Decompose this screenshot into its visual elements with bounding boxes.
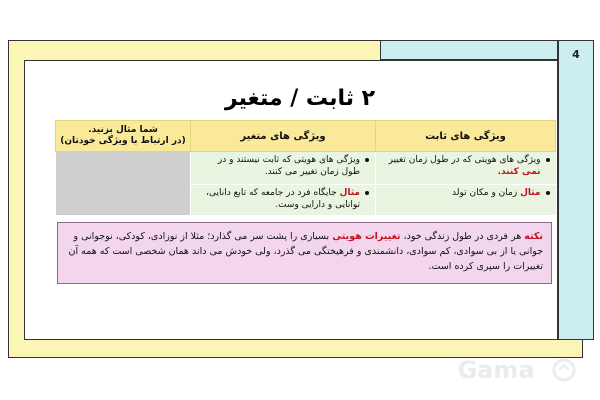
slide-title: ۲ ثابت / متغیر <box>224 86 376 111</box>
slide-frame-blue-right <box>558 40 594 340</box>
highlight-example-label: مثال <box>339 188 360 198</box>
text-constant-example: زمان و مکان تولد <box>451 188 521 198</box>
cell-example-empty <box>56 152 191 216</box>
header-example-line2: (در ارتباط با ویژگی خودتان) <box>60 136 186 146</box>
text-variable-example: جایگاه فرد در جامعه که تابع دانایی، توانایی و دارایی وست. <box>206 188 360 210</box>
note-box <box>57 222 552 284</box>
bullet-item: ویژگی های هویتی که ثابت نیستند و در طول زمان تغییر می کنند. <box>197 154 369 178</box>
cell-constant-example <box>376 185 556 216</box>
header-constant: ویژگی های ثابت <box>376 121 556 152</box>
header-example-line1: شما مثال بزنید. <box>88 125 158 135</box>
note-highlight: تغییرات هویتی <box>332 231 401 242</box>
note-text-part1: هر فردی در طول زندگی خود، <box>400 231 525 242</box>
cell-constant-definition <box>376 152 556 185</box>
cell-variable-definition <box>191 152 376 185</box>
bullet-item <box>382 187 550 199</box>
note-text-part2: بسیاری را پشت سر می گذارد؛ مثلا از نوزادی، کودکی، نوجوانی و جوانی یا از بی سوادی، کم سوادی، دانشمندی و فرهیختگی می گذرد، ولی خودش می داند همان شخصی است که همه آن تغییرات را سپری کرده است. <box>68 231 543 272</box>
note-label: نکته <box>524 231 543 242</box>
logo-mark <box>554 360 574 380</box>
highlight-example-label: مثال <box>520 188 541 198</box>
comparison-table <box>55 120 556 216</box>
gama-logo-watermark <box>440 355 580 385</box>
page-number: 4 <box>572 48 580 61</box>
text-constant-definition: ویژگی های هویتی که در طول زمان تغییر <box>388 155 541 165</box>
bullet-item <box>382 154 550 178</box>
table-row <box>56 152 556 185</box>
logo-mark-arrow <box>559 365 569 370</box>
header-example <box>56 121 191 152</box>
logo-wordmark: Gama <box>457 356 535 384</box>
table-header-row <box>56 121 556 152</box>
slide-frame-blue-top <box>380 40 558 60</box>
cell-variable-example <box>191 185 376 216</box>
header-variable: ویژگی های متغیر <box>191 121 376 152</box>
highlight-not-change: نمی کنند. <box>497 167 541 177</box>
bullet-item <box>197 187 369 211</box>
